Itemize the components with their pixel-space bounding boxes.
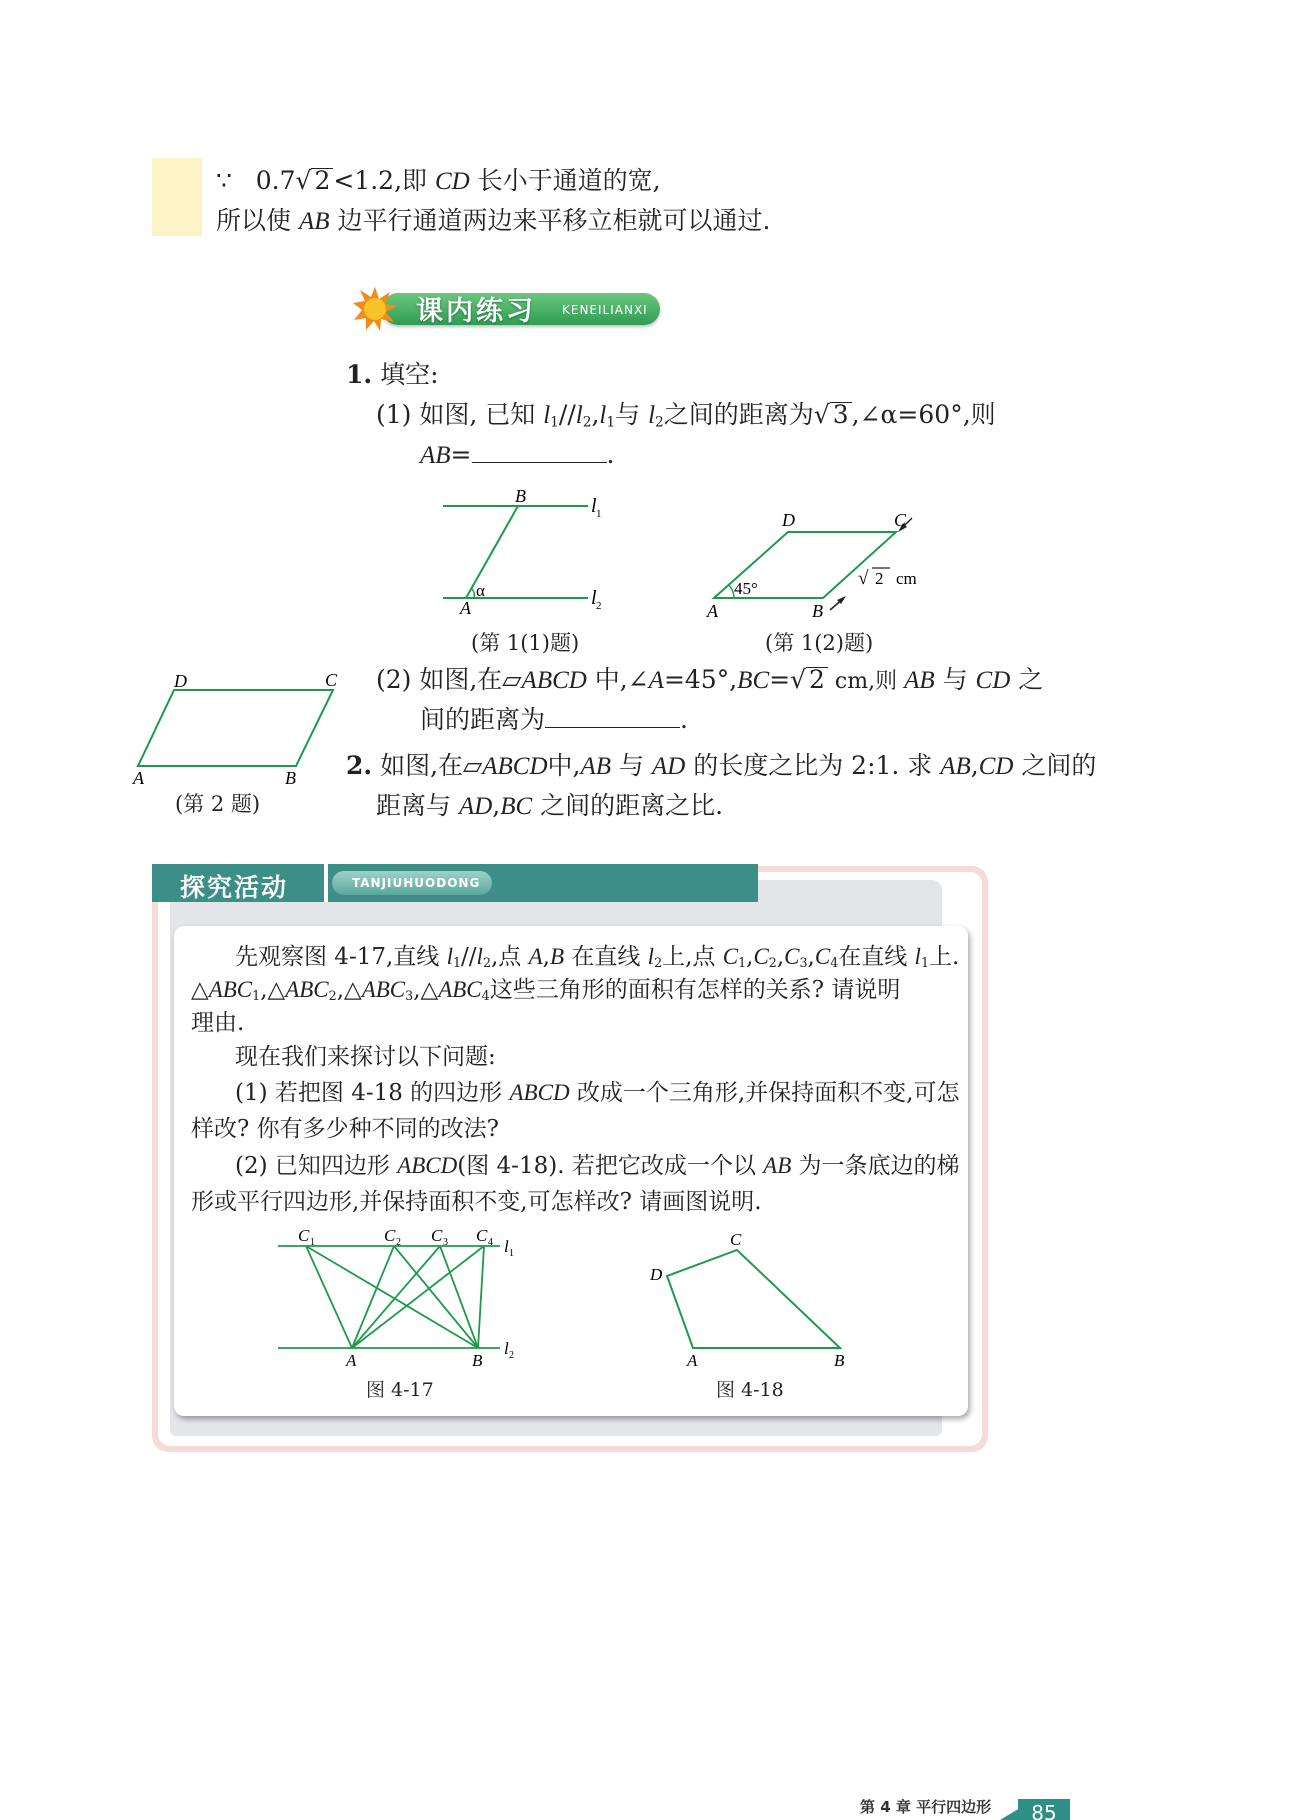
explore-p1: 先观察图 4-17,直线 $l_1//l_2$,点 A,B 在直线 $l_2$上,点 $C_1,C_2,C_3,C_4$在直线 $l_1$上. [235,944,960,971]
fig12-B: B [812,601,823,621]
fig418-caption: 图 4-18 [716,1379,784,1401]
svg-text:2: 2 [509,1350,514,1361]
fig2-D: D [174,671,187,691]
fig12-D: D [782,510,795,530]
intro-line-2: 所以使 AB 边平行通道两边来平移立柜就可以通过. [216,206,771,235]
fig417-l1: l [504,1237,509,1256]
figure-4-17 [270,1222,530,1372]
explore-p3: 理由. [191,1010,245,1036]
fig12-caption: (第 1(2)题) [765,631,874,655]
q1-heading: 1. 填空: [346,360,439,389]
fig418-D: D [650,1265,663,1284]
q1-part2-line2: 间的距离为 . [420,705,688,734]
fig417-caption: 图 4-17 [366,1379,434,1401]
practice-banner-title: 课内练习 [416,296,536,327]
answer-blank[interactable] [472,440,607,463]
fig418-B: B [834,1351,845,1370]
q1-part2-line1: (2) 如图,在▱ABCD 中,∠A=45°,BC=√ 2 cm,则 AB 与 CD 之 [376,665,1044,694]
svg-text:1: 1 [509,1248,514,1259]
explore-banner-title: 探究活动 [180,873,289,902]
intro-line-1: ∵ 0.7√ 2 <1.2,即 CD 长小于通道的宽, [216,166,661,195]
fig2-caption: (第 2 题) [175,792,261,816]
explore-p7: (2) 已知四边形 ABCD(图 4-18). 若把它改成一个以 AB 为一条底边的梯 [235,1153,960,1179]
fig12-A: A [707,601,718,621]
fig2-B: B [285,768,296,788]
fig417-l2: l [504,1339,509,1358]
svg-text:1: 1 [310,1237,315,1248]
footer-chapter: 第 4 章 平行四边形 [860,1798,992,1816]
explore-banner-subtitle: TANJIUHUODONG [352,876,481,890]
fig11-B: B [515,486,526,506]
fig12-C: C [894,510,907,530]
fig11-A: A [460,598,471,616]
q1-part1-line2: AB= . [420,440,615,469]
svg-text:3: 3 [443,1237,448,1248]
margin-highlight [152,158,202,236]
svg-text:2: 2 [596,600,602,612]
svg-text:1: 1 [596,508,602,520]
explore-p8: 形或平行四边形,并保持面积不变,可怎样改? 请画图说明. [191,1189,762,1215]
fig417-C4: C [476,1226,488,1245]
fig2-C: C [325,670,338,690]
figure-2 [128,668,348,788]
fig11-l1: l [591,495,597,517]
fig2-A: A [133,768,144,788]
svg-text:2: 2 [396,1237,401,1248]
fig417-C2: C [384,1226,396,1245]
practice-banner-subtitle: KENEILIANXI [562,303,648,317]
figure-1-2 [700,506,940,626]
fig417-C3: C [431,1226,443,1245]
q1-part1-line1: (1) 如图, 已知 $l_1//l_2,l_1$与 $l_2$之间的距离为√ 3 ,∠α=60°,则 [376,400,996,431]
explore-p6: 样改? 你有多少种不同的改法? [191,1116,499,1142]
q2-line1: 2. 如图,在▱ABCD中,AB 与 AD 的长度之比为 2:1. 求 AB,CD 之间的 [346,751,1097,780]
fig11-alpha: α [476,581,485,600]
explore-p2: $\triangle ABC_1,\triangle ABC_2,\triangle ABC_3,\triangle ABC_4$这些三角形的面积有怎样的关系? 请说明 [191,977,901,1004]
fig12-angle: 45° [734,579,758,598]
practice-banner [352,287,662,331]
explore-banner [152,864,762,904]
explore-p4: 现在我们来探讨以下问题: [235,1044,496,1070]
q2-line2: 距离与 AD,BC 之间的距离之比. [376,791,724,820]
fig417-C1: C [298,1226,310,1245]
figure-4-18 [645,1222,865,1372]
figure-1-1 [438,486,628,616]
svg-text:4: 4 [488,1237,493,1248]
fig12-len: 2 [875,569,884,588]
explore-p5: (1) 若把图 4-18 的四边形 ABCD 改成一个三角形,并保持面积不变,可怎 [235,1080,960,1106]
fig418-A: A [687,1351,698,1370]
sun-icon [352,286,398,332]
page-number: 85 [1018,1799,1070,1820]
fig11-caption: (第 1(1)题) [471,631,580,655]
footer-tab-wedge [1000,1808,1020,1820]
fig417-B: B [472,1351,483,1370]
fig417-A: A [346,1351,357,1370]
fig11-l2: l [591,587,597,609]
answer-blank-2[interactable] [545,705,680,728]
fig12-unit: cm [896,569,917,588]
svg-text:√: √ [858,568,869,589]
fig418-C: C [730,1230,742,1249]
